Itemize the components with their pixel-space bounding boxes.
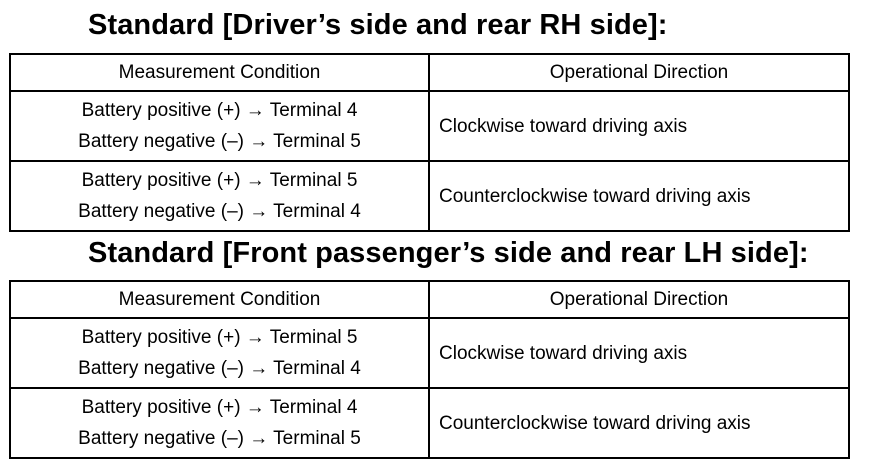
operational-direction-cell: Clockwise toward driving axis (429, 91, 849, 161)
condition-negative-line: Battery negative (–) → Terminal 5 (78, 428, 361, 449)
table-header-row (10, 281, 849, 318)
table-row (10, 161, 849, 231)
condition-negative-line: Battery negative (–) → Terminal 4 (78, 358, 361, 379)
spec-table-driver-rear-rh (9, 53, 850, 232)
measurement-condition-cell (10, 161, 429, 231)
spec-table-passenger-rear-lh (9, 280, 850, 459)
operational-direction-cell: Counterclockwise toward driving axis (429, 161, 849, 231)
column-header-measurement-condition: Measurement Condition (10, 281, 429, 318)
condition-positive-line: Battery positive (+) → Terminal 4 (81, 397, 358, 418)
table-header-row (10, 54, 849, 91)
operational-direction-cell: Counterclockwise toward driving axis (429, 388, 849, 458)
table-row (10, 388, 849, 458)
column-header-measurement-condition: Measurement Condition (10, 54, 429, 91)
section-heading-passenger-rear-lh: Standard [Front passenger’s side and rear LH side]: (88, 237, 809, 269)
measurement-condition-cell (10, 318, 429, 388)
measurement-condition-cell (10, 91, 429, 161)
table-row (10, 318, 849, 388)
section-heading-driver-rear-rh: Standard [Driver’s side and rear RH side]: (88, 9, 668, 41)
condition-positive-line: Battery positive (+) → Terminal 5 (81, 170, 358, 191)
condition-positive-line: Battery positive (+) → Terminal 4 (81, 100, 358, 121)
measurement-condition-cell (10, 388, 429, 458)
table-row (10, 91, 849, 161)
condition-positive-line: Battery positive (+) → Terminal 5 (81, 327, 358, 348)
column-header-operational-direction: Operational Direction (429, 54, 849, 91)
condition-negative-line: Battery negative (–) → Terminal 4 (78, 201, 361, 222)
operational-direction-cell: Clockwise toward driving axis (429, 318, 849, 388)
condition-negative-line: Battery negative (–) → Terminal 5 (78, 131, 361, 152)
column-header-operational-direction: Operational Direction (429, 281, 849, 318)
